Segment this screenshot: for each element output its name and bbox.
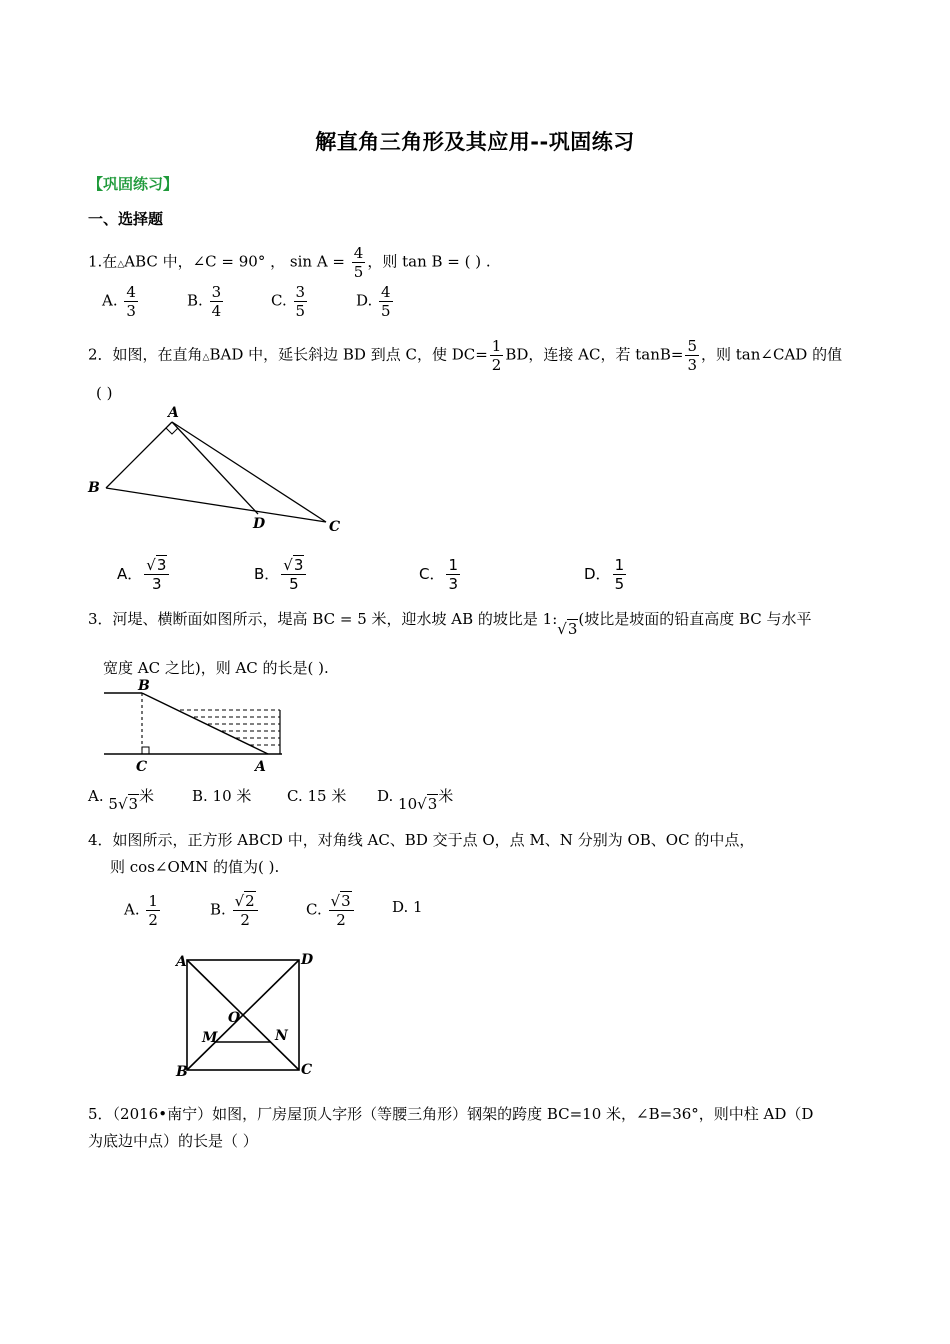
q4-option-a: A. $\frac{1}{2}$	[124, 892, 158, 929]
q1-option-d: D. $\frac{4}{5}$	[356, 283, 391, 320]
label-d: D	[301, 952, 314, 968]
triangle-symbol: △	[117, 259, 125, 270]
question-5: 5．（2016•南宁）如图，厂房屋顶人字形（等腰三角形）钢架的跨度 BC=10 米，∠B=36°，则中柱 AD（D	[88, 1105, 814, 1123]
q4-figure	[172, 950, 322, 1082]
triangle-symbol: △	[202, 352, 210, 363]
q3-option-a: A. 5√3米	[88, 787, 155, 813]
question-1	[88, 244, 491, 281]
q1-prefix: 1.在	[88, 252, 118, 271]
q4-option-d: D. 1	[392, 898, 423, 916]
label-d: D	[253, 516, 266, 532]
q5-line2: 为底边中点）的长是（ ）	[88, 1132, 258, 1150]
q3-option-b: B. 10 米	[192, 787, 252, 805]
q4-option-b: B. $\frac{√2}{2}$	[210, 892, 260, 929]
q1-option-b: B. $\frac{3}{4}$	[187, 283, 222, 320]
q1-option-a: A. $\frac{4}{3}$	[102, 283, 136, 320]
label-b: B	[88, 480, 100, 496]
question-4: 4．如图所示，正方形 ABCD 中，对角线 AC、BD 交于点 O，点 M、N 分别为 OB、OC 的中点，	[88, 831, 755, 849]
label-m: M	[202, 1030, 218, 1046]
q1-sin: sin A =	[289, 252, 345, 271]
q3-figure	[100, 676, 290, 776]
q4-line2: 则 cos∠OMN 的值为( ).	[110, 858, 280, 876]
label-b: B	[176, 1064, 188, 1080]
label-c: C	[301, 1062, 313, 1078]
label-a: A	[255, 759, 266, 775]
label-c: C	[136, 759, 148, 775]
label-a: A	[176, 954, 187, 970]
page-title: 解直角三角形及其应用--巩固练习	[315, 130, 635, 154]
q3-option-d: D. 10√3米	[377, 787, 454, 813]
label-a: A	[168, 405, 179, 421]
q2-option-d: D． $\frac{1}{5}$	[584, 556, 625, 593]
q1-stem: ABC 中，∠C = 90° ，	[124, 252, 286, 271]
q2-figure	[84, 400, 354, 540]
question-3: 3．河堤、横断面如图所示，堤高 BC = 5 米，迎水坡 AB 的坡比是 1:√3(坡比是坡面的铅直高度 BC 与水平	[88, 610, 812, 638]
q1-suffix: ，则 tan B = ( ) .	[367, 252, 491, 271]
label-n: N	[275, 1028, 288, 1044]
part-heading: 一、选择题	[88, 210, 164, 228]
q1-option-c: C. $\frac{3}{5}$	[271, 283, 306, 320]
q3-line2: 宽度 AC 之比)，则 AC 的长是( ).	[103, 659, 329, 677]
q2-blank: ( )	[96, 384, 113, 402]
q2-option-b: B． $\frac{√3}{5}$	[254, 556, 308, 593]
label-o: O	[228, 1010, 241, 1026]
q1-fraction: $\frac{4}{5}$	[353, 244, 364, 281]
q3-option-c: C. 15 米	[287, 787, 347, 805]
q2-option-c: C． $\frac{1}{3}$	[419, 556, 459, 593]
question-2: 2．如图，在直角△BAD 中，延长斜边 BD 到点 C，使 DC= $\frac{1}{2}$ BD，连接 AC，若 tanB= $\frac{5}{3}$ ，则 tan∠CAD 的值	[88, 337, 843, 374]
section-label: 【巩固练习】	[88, 175, 179, 193]
q4-option-c: C. $\frac{√3}{2}$	[306, 892, 356, 929]
label-b: B	[138, 678, 150, 694]
label-c: C	[329, 519, 341, 535]
q2-option-a: A． $\frac{√3}{3}$	[117, 556, 171, 593]
